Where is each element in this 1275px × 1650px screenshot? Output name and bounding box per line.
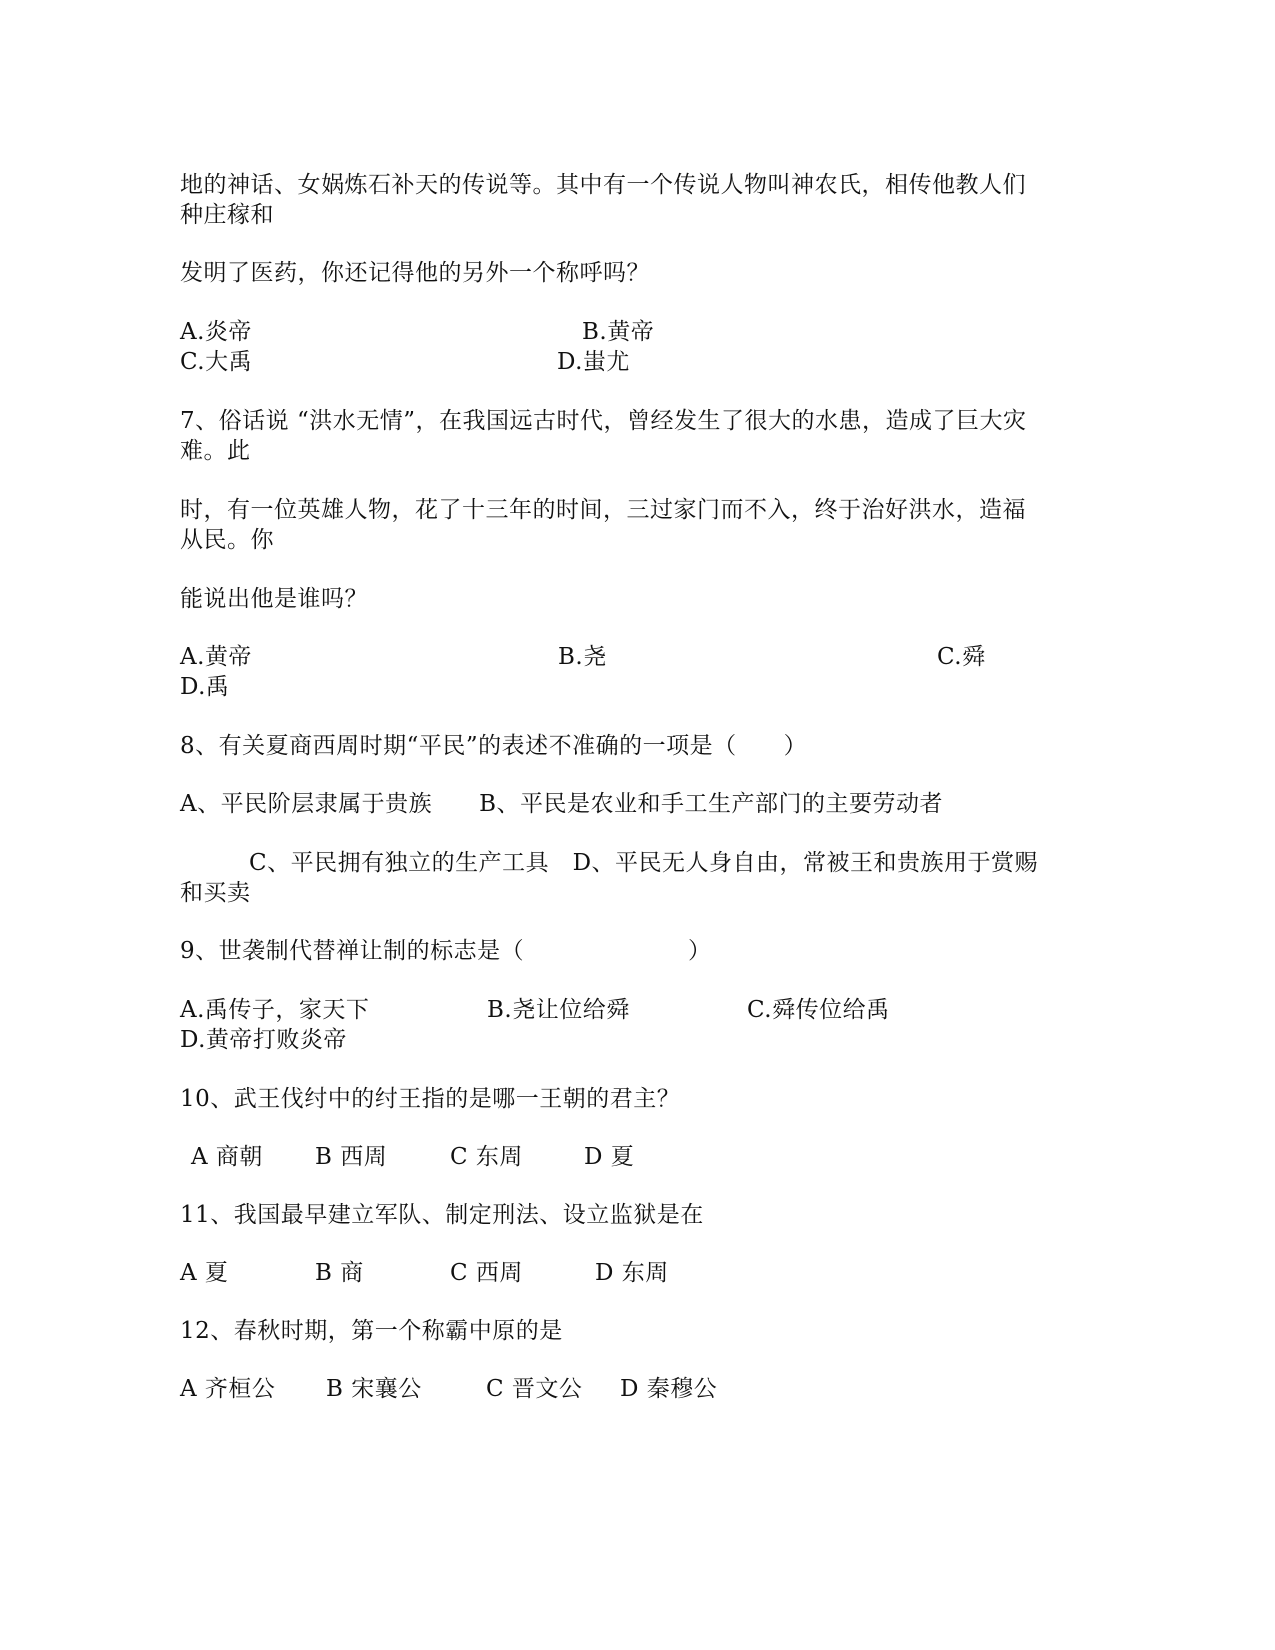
question-9-option-c: C.舜传位给禹 — [747, 997, 890, 1023]
question-7-option-a: A.黄帝 — [180, 644, 252, 670]
question-6-option-c: C.大禹 — [180, 349, 253, 375]
question-12-option-c: C 晋文公 — [486, 1376, 583, 1402]
question-7-text-line: 从民。你 — [180, 527, 274, 553]
question-7-text-line: 时，有一位英雄人物，花了十三年的时间，三过家门而不入，终于治好洪水，造福 — [180, 497, 1026, 523]
question-8-options-continued: 和买卖 — [180, 880, 251, 906]
question-7-option-b: B.尧 — [558, 644, 607, 670]
question-6-option-a: A.炎帝 — [180, 319, 252, 345]
question-9-paren-close: ） — [688, 938, 712, 964]
question-6-option-b: B.黄帝 — [582, 319, 655, 345]
question-7-option-c: C.舜 — [937, 644, 986, 670]
question-7-option-d: D.禹 — [180, 674, 230, 700]
question-10-option-b: B 西周 — [315, 1144, 388, 1170]
question-9-option-d: D.黄帝打败炎帝 — [180, 1027, 347, 1053]
question-6-text-line: 种庄稼和 — [180, 202, 274, 228]
question-7-text-line: 能说出他是谁吗？ — [180, 586, 368, 612]
question-8-options-cd: C、平民拥有独立的生产工具 D、平民无人身自由，常被王和贵族用于赏赐 — [249, 850, 1039, 876]
question-10-option-a: A 商朝 — [191, 1144, 263, 1170]
question-9-option-a: A.禹传子，家天下 — [180, 997, 370, 1023]
question-11-stem: 11、我国最早建立军队、制定刑法、设立监狱是在 — [180, 1202, 704, 1228]
question-6-option-d: D.蚩尤 — [557, 349, 630, 375]
question-11-option-a: A 夏 — [180, 1260, 229, 1286]
question-12-stem: 12、春秋时期，第一个称霸中原的是 — [180, 1318, 563, 1344]
question-7-text-line: 7、俗话说 “洪水无情”，在我国远古时代，曾经发生了很大的水患，造成了巨大灾 — [180, 408, 1027, 434]
question-10-option-d: D 夏 — [584, 1144, 635, 1170]
question-9-option-b: B.尧让位给舜 — [487, 997, 630, 1023]
question-6-text-line: 发明了医药，你还记得他的另外一个称呼吗？ — [180, 260, 650, 286]
question-6-text-line: 地的神话、女娲炼石补天的传说等。其中有一个传说人物叫神农氏，相传他教人们 — [180, 172, 1026, 198]
question-8-stem: 8、有关夏商西周时期“平民”的表述不准确的一项是（ ） — [180, 733, 808, 759]
question-9-stem: 9、世袭制代替禅让制的标志是（ — [180, 938, 525, 964]
question-10-stem: 10、武王伐纣中的纣王指的是哪一王朝的君主？ — [180, 1086, 681, 1112]
question-12-option-a: A 齐桓公 — [180, 1376, 276, 1402]
question-11-option-c: C 西周 — [450, 1260, 523, 1286]
question-7-text-line: 难。此 — [180, 438, 251, 464]
question-11-option-b: B 商 — [315, 1260, 364, 1286]
question-11-option-d: D 东周 — [595, 1260, 669, 1286]
question-12-option-d: D 秦穆公 — [620, 1376, 718, 1402]
question-12-option-b: B 宋襄公 — [326, 1376, 422, 1402]
question-8-options-ab: A、平民阶层隶属于贵族 B、平民是农业和手工生产部门的主要劳动者 — [180, 791, 944, 817]
question-10-option-c: C 东周 — [450, 1144, 523, 1170]
